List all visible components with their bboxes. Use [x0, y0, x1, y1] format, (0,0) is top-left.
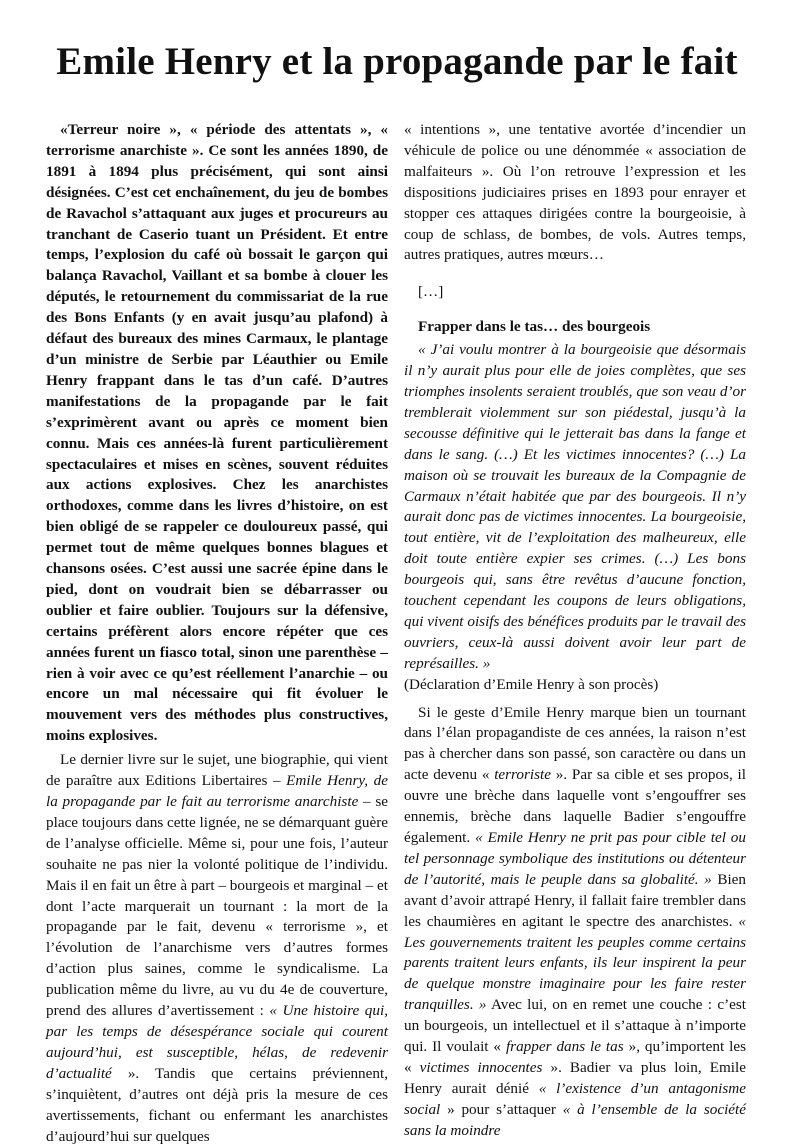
text-span: Le dernier livre sur le sujet, une biographie, qui vient de paraître aux Editions Libertaires –	[46, 751, 388, 790]
henry-declaration-quote: « J’ai voulu montrer à la bourgeoisie que désormais il n’y aurait plus pour elle de joies complètes, que ses triomphes insolents seraient troublés, que son veau d’or tremblerait violemment sur son piédestal, jusqu’à la secousse définitive qui le jetterait bas dans la fange et dans le sang. (…) Et les victimes innocentes? (…) La maison où se trouvait les bureaux de la Compagnie de Carmaux n’était habitée que par des bourgeois. Il n’y aurait donc pas de victimes innocentes. La bourgeoisie, tout entière, vit de l’exploitation des malheureux, elle doit toute entière expier ses crimes. (…) Les bons bourgeois qui, sans être revêtus d’aucune fonction, touchent cependant les coupons de leurs obligations, qui vivent oisifs des bénéfices produits par le travail des ouvriers, ceux-là aussi doivent avoir leur part de représailles. »	[404, 341, 746, 672]
lead-paragraph: «Terreur noire », « période des attentats », « terrorisme anarchiste ». Ce sont les années 1890, de 1891 à 1894 plus précisément, qui sont ainsi désignées. C’est cet enchaînement, du jeu de bombes de Ravachol s’attaquant aux juges et procureurs au tranchant de Caserio tuant un Président. Et entre temps, l’explosion du café où bossait le garçon qui balança Ravachol, Vaillant et sa bombe à clouer les députés, le retournement du commissariat de la rue des Bons Enfants (y en avait jusqu’au plafond) à défaut des bureaux des mines Carmaux, le plantage d’un ministre de Serbie par Léauthier ou Emile Henry frappant dans le tas d’un café. D’autres manifestations de la propagande par le fait s’exprimèrent avant ou après ce moment bien connu. Mais ces années-là furent particulièrement spectaculaires et mises en scènes, souvent réduites aux actions explosives. Chez les anarchistes orthodoxes, comme dans les livres d’histoire, on est bien obligé de se rappeler ce douloureux passé, qui permet tout de même quelques bonnes blagues et chansons osées. C’est aussi une sacrée épine dans le pied, dont on voudrait bien se débarrasser ou oublier et faire oublier. Toujours sur la défensive, certains préfèrent alors encore répéter que ces années furent un fiasco total, sinon une parenthèse – rien à voir avec ce qu’est réellement l’anarchie – ou encore un mal nécessaire qui fit évoluer le mouvement vers des méthodes plus constructives, moins explosives.	[46, 121, 388, 745]
left-column	[46, 120, 388, 1147]
inline-quote: « Les gouvernements traitent les peuples comme certains parents traitent leurs enfants, ils leur inspirent la peur de quelque monstre imaginaire pour les faire rester tranquilles. »	[404, 912, 746, 1014]
inline-quote: « à l’ensemble de la société sans la moindre	[404, 1100, 746, 1139]
inline-quote: frapper dans le tas	[505, 1038, 624, 1056]
text-span: ». Tandis que certains préviennent, s’inquiètent, d’autres ont déjà pris la mesure de ces avertissements, fichant ou enfermant les anarchistes d’aujourd’hui sur quelques	[46, 1064, 388, 1145]
italic-term: terroriste	[494, 766, 551, 784]
text-span: ». Badier va plus loin, Emile Henry aurait dénié	[404, 1058, 746, 1097]
inline-quote: victimes innocentes	[419, 1058, 543, 1076]
back-cover-quote: « Une histoire qui, par les temps de désespérance sociale qui courent aujourd’hui, est susceptible, hélas, de redevenir d’actualité	[46, 1002, 388, 1082]
inline-quote: « Emile Henry ne prit pas pour cible tel ou tel personnage symbolique des institutions ou détenteur de l’autorité, mais le peuple dans sa globalité. »	[404, 829, 746, 888]
text-span: Si le geste d’Emile Henry marque bien un tournant dans l’élan propagandiste de ces années, la raison n’est pas à chercher dans son passé, son caractère ou dans un acte devenu «	[404, 703, 746, 784]
quote-source: (Déclaration d’Emile Henry à son procès)	[404, 675, 659, 693]
body-paragraph-analysis	[404, 703, 746, 1142]
right-column	[404, 120, 746, 1142]
body-paragraph-biography	[46, 750, 388, 1147]
text-span: – se place toujours dans cette lignée, ne se démarquant guère de l’analyse officielle. Même si, pour une fois, l’auteur souhaite ne pas nier la volonté politique de l’individu. Mais il en fait un être à part – bourgeois et marginal – et dont l’acte marquerait un tournant : la mort de la propagande par le fait, devenu « terrorisme », et l’évolution de l’anarchisme vers d’autres formes d’action plus saines, comme le syndicalisme. La publication même du livre, au vu du 4e de couverture, prend des allures d’avertissement :	[46, 793, 389, 1020]
text-span: » pour s’attaquer	[440, 1100, 563, 1118]
text-span: ». Par sa cible et ses propos, il ouvre une brèche dans laquelle vont s’engouffrer ses ennemis, brèche dans laquelle Badier s’engouffre également.	[404, 766, 746, 846]
text-span: Bien avant d’avoir attrapé Henry, il fallait faire trembler dans les chaumières en agitant le spectre des anarchistes.	[404, 870, 747, 930]
book-title: Emile Henry, de la propagande par le fait au terrorisme anarchiste	[46, 772, 388, 810]
page-title: Emile Henry et la propagande par le fait	[56, 40, 738, 83]
section-heading: Frapper dans le tas… des bourgeois	[418, 318, 651, 336]
text-span: Avec lui, on en remet une couche : c’est un bourgeois, un intellectuel et il s’attaque à n’importe qui. Il voulait «	[404, 996, 746, 1056]
text-span: », qu’importent les «	[404, 1038, 746, 1076]
continued-paragraph: « intentions », une tentative avortée d’incendier un véhicule de police ou une dénommée « association de malfaiteurs ». Où l’on retrouve l’expression et les dispositions judiciaires prises en 1893 pour enrayer et stopper ces attaques dirigées contre la bourgeoisie, à coup de schlass, de bombes, de vols. Autres temps, autres pratiques, autres mœurs…	[404, 121, 746, 264]
omission-marker: […]	[418, 283, 444, 301]
inline-quote: « l’existence d’un antagonisme social	[404, 1079, 746, 1118]
